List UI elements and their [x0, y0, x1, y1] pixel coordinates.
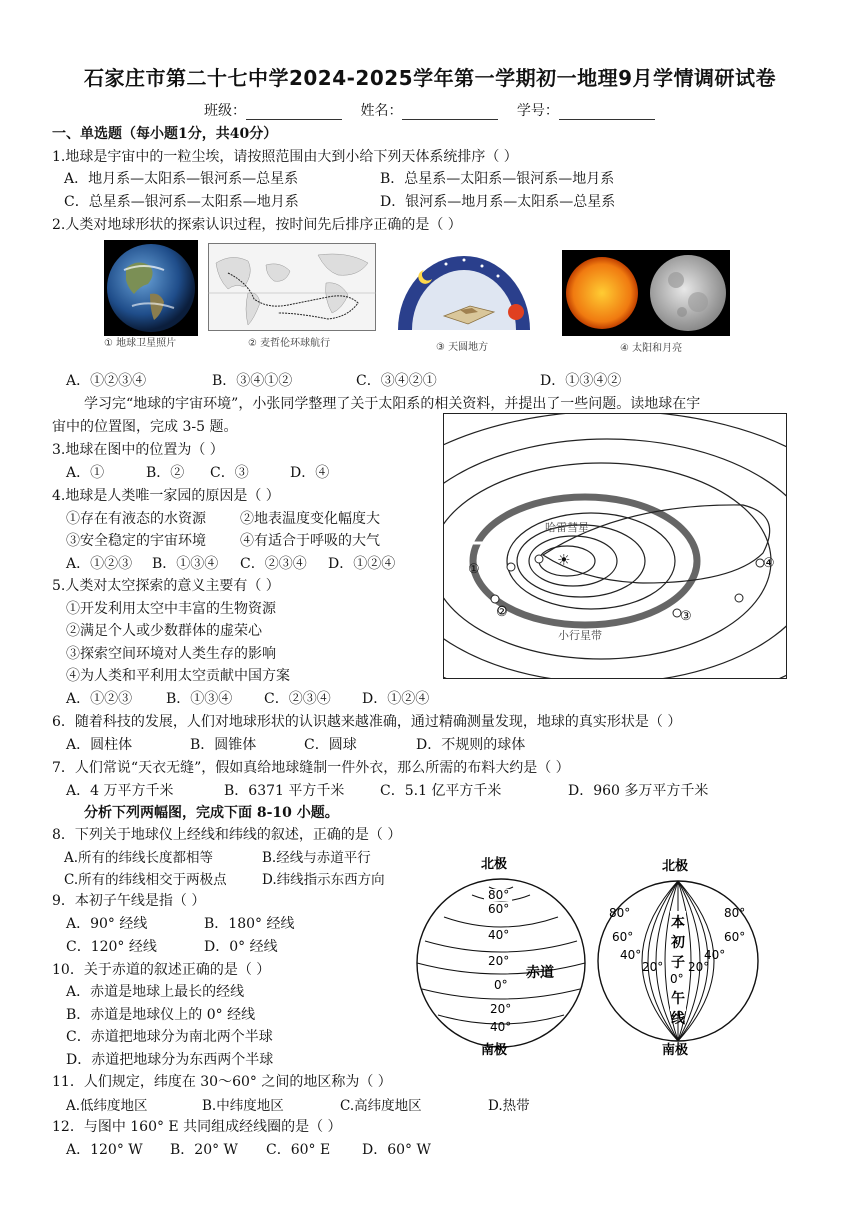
halley-comet-label: 哈雷彗星	[545, 521, 589, 534]
globe2-lon-60w: 60°	[612, 930, 634, 944]
q3-option-c[interactable]: C．③	[210, 465, 249, 481]
q9-stem: 9．本初子午线是指（ ）	[52, 893, 206, 909]
globe1-lat-20n: 20°	[488, 954, 510, 968]
globe1-lat-60: 60°	[488, 902, 510, 916]
name-label: 姓名：	[360, 103, 403, 119]
marker-3: ③	[680, 609, 692, 624]
q5-item-2: ②满足个人或少数群体的虚荣心	[66, 623, 262, 639]
q12-option-d[interactable]: D．60° W	[362, 1142, 431, 1158]
page-title: 石家庄市第二十七中学2024-2025学年第一学期初一地理9月学情调研试卷	[83, 66, 777, 90]
marker-1: ①	[468, 562, 480, 577]
globe1-lat-0: 0°	[494, 978, 508, 992]
q4-option-a[interactable]: A．①②③	[66, 556, 133, 572]
equator-label: 赤道	[526, 965, 554, 981]
q11-option-d[interactable]: D.热带	[488, 1098, 530, 1114]
sun-icon: ☀	[557, 551, 571, 569]
q11-option-c[interactable]: C.高纬度地区	[340, 1098, 422, 1114]
q2-caption-2: ② 麦哲伦环球航行	[248, 338, 331, 349]
q4-stem: 4.地球是人类唯一家园的原因是（ ）	[52, 488, 280, 504]
section-heading: 一、单选题（每小题1分，共40分）	[52, 126, 278, 142]
magellan-voyage-map	[208, 243, 376, 331]
globe1-north-label: 北极	[481, 857, 508, 872]
q7-option-a[interactable]: A．4 万平方千米	[66, 783, 174, 799]
q5-option-c[interactable]: C．②③④	[264, 691, 331, 707]
globe2-lon-40w: 40°	[620, 948, 642, 962]
globe2-lon-40e: 40°	[704, 948, 726, 962]
globe2-lon-20w: 20°	[642, 960, 664, 974]
globe2-lon-20e: 20°	[688, 960, 710, 974]
class-field[interactable]	[246, 105, 342, 120]
q5-option-b[interactable]: B．①③④	[166, 691, 233, 707]
round-sky-square-earth-drawing	[394, 248, 534, 332]
q10-option-b[interactable]: B．赤道是地球仪上的 0° 经线	[66, 1007, 256, 1023]
q4-option-d[interactable]: D．①②④	[328, 556, 396, 572]
id-field[interactable]	[559, 105, 655, 120]
asteroid-belt-label: 小行星带	[558, 629, 602, 642]
intro-8-10: 分析下列两幅图，完成下面 8-10 小题。	[84, 805, 339, 821]
q11-option-b[interactable]: B.中纬度地区	[202, 1098, 284, 1114]
prime-degree-label: 0°	[670, 972, 684, 986]
q12-stem: 12．与图中 160° E 共同组成经线圈的是（ ）	[52, 1119, 342, 1135]
q10-option-c[interactable]: C．赤道把地球分为南北两个半球	[66, 1029, 273, 1045]
q2-option-b[interactable]: B．③④①②	[212, 373, 293, 389]
earth-satellite-photo	[104, 240, 198, 336]
globe1-lat-40: 40°	[488, 928, 510, 942]
globe2-south-label: 南极	[662, 1043, 689, 1057]
q4-item-1: ①存在有液态的水资源	[66, 511, 206, 527]
q2-caption-4: ④ 太阳和月亮	[620, 343, 683, 354]
q8-option-c[interactable]: C.所有的纬线相交于两极点	[64, 872, 227, 888]
q6-option-d[interactable]: D．不规则的球体	[416, 737, 526, 753]
q12-option-b[interactable]: B．20° W	[170, 1142, 238, 1158]
globe1-lat-40s: 40°	[490, 1020, 512, 1034]
q5-option-a[interactable]: A．①②③	[66, 691, 133, 707]
globe2-lon-80e: 80°	[724, 906, 746, 920]
q4-item-2: ②地表温度变化幅度大	[240, 511, 380, 527]
student-info-row	[204, 100, 669, 120]
prime-char-2: 初	[671, 935, 685, 951]
q5-item-3: ③探索空间环境对人类生存的影响	[66, 646, 276, 662]
q7-option-d[interactable]: D．960 多万平方千米	[568, 783, 709, 799]
q5-item-1: ①开发利用太空中丰富的生物资源	[66, 601, 276, 617]
q3-option-d[interactable]: D．④	[290, 465, 330, 481]
globe1-lat-20s: 20°	[490, 1002, 512, 1016]
q2-stem: 2.人类对地球形状的探索认识过程，按时间先后排序正确的是（ ）	[52, 217, 462, 233]
q3-option-a[interactable]: A．①	[66, 465, 105, 481]
q2-option-d[interactable]: D．①③④②	[540, 373, 622, 389]
q10-option-d[interactable]: D．赤道把地球分为东西两个半球	[66, 1052, 274, 1068]
prime-char-5: 线	[671, 1011, 685, 1027]
q3-stem: 3.地球在图中的位置为（ ）	[52, 442, 224, 458]
globe2-lon-60e: 60°	[724, 930, 746, 944]
globe1-south-label: 南极	[481, 1043, 508, 1057]
intro-3-5-line1: 学习完“地球的宇宙环境”，小张同学整理了关于太阳系的相关资料，并提出了一些问题。读地球在宇	[84, 396, 701, 412]
q2-caption-3: ③ 天圆地方	[436, 342, 489, 353]
globe2-lon-80w: 80°	[609, 906, 631, 920]
globe2-north-label: 北极	[662, 859, 689, 874]
q1-option-d[interactable]: D．银河系—地月系—太阳系—总星系	[380, 194, 616, 210]
q10-option-a[interactable]: A．赤道是地球上最长的经线	[66, 984, 245, 1000]
prime-char-4: 午	[671, 991, 685, 1007]
q8-stem: 8．下列关于地球仪上经线和纬线的叙述，正确的是（ ）	[52, 827, 402, 843]
q12-option-a[interactable]: A．120° W	[66, 1142, 143, 1158]
q6-option-c[interactable]: C．圆球	[304, 737, 357, 753]
q6-option-b[interactable]: B．圆锥体	[190, 737, 257, 753]
q4-item-3: ③安全稳定的宇宙环境	[66, 533, 206, 549]
longitude-globe-diagram	[596, 855, 760, 1057]
marker-2: ②	[496, 605, 508, 620]
sun-and-moon-photo	[562, 250, 730, 336]
q5-stem: 5.人类对太空探索的意义主要有（ ）	[52, 578, 280, 594]
q8-option-d[interactable]: D.纬线指示东西方向	[262, 872, 385, 888]
q9-option-d[interactable]: D．0° 经线	[204, 939, 278, 955]
q1-option-c[interactable]: C．总星系—银河系—太阳系—地月系	[64, 194, 299, 210]
name-field[interactable]	[402, 105, 498, 120]
q11-stem: 11．人们规定，纬度在 30～60° 之间的地区称为（ ）	[52, 1074, 392, 1090]
q2-option-a[interactable]: A．①②③④	[66, 373, 147, 389]
q4-item-4: ④有适合于呼吸的大气	[240, 533, 380, 549]
class-label: 班级：	[204, 103, 246, 119]
q9-option-a[interactable]: A．90° 经线	[66, 916, 148, 932]
q2-caption-1: ① 地球卫星照片	[104, 338, 177, 349]
id-label: 学号：	[516, 103, 559, 119]
q6-option-a[interactable]: A．圆柱体	[66, 737, 133, 753]
solar-system-diagram	[443, 413, 787, 679]
q9-option-c[interactable]: C．120° 经线	[66, 939, 157, 955]
prime-char-1: 本	[671, 915, 685, 931]
q4-option-c[interactable]: C．②③④	[240, 556, 307, 572]
q7-option-b[interactable]: B．6371 平方千米	[224, 783, 345, 799]
q4-option-b[interactable]: B．①③④	[152, 556, 219, 572]
prime-char-3: 子	[671, 955, 685, 971]
q7-stem: 7．人们常说“天衣无缝”，假如真给地球缝制一件外衣，那么所需的布料大约是（ ）	[52, 760, 570, 776]
q12-option-c[interactable]: C．60° E	[266, 1142, 331, 1158]
q5-item-4: ④为人类和平利用太空贡献中国方案	[66, 668, 290, 684]
marker-4: ④	[763, 556, 775, 571]
q7-option-c[interactable]: C．5.1 亿平方千米	[380, 783, 502, 799]
q10-stem: 10．关于赤道的叙述正确的是（ ）	[52, 962, 271, 978]
q8-option-b[interactable]: B.经线与赤道平行	[262, 850, 371, 866]
globe1-lat-80: 80°	[488, 888, 510, 902]
q9-option-b[interactable]: B．180° 经线	[204, 916, 295, 932]
q11-option-a[interactable]: A.低纬度地区	[66, 1098, 148, 1114]
q8-option-a[interactable]: A.所有的纬线长度都相等	[64, 850, 214, 866]
q1-option-b[interactable]: B．总星系—太阳系—银河系—地月系	[380, 171, 615, 187]
intro-3-5-line2: 宙中的位置图，完成 3-5 题。	[52, 419, 238, 435]
q1-stem: 1.地球是宇宙中的一粒尘埃，请按照范围由大到小给下列天体系统排序（ ）	[52, 149, 518, 165]
q5-option-d[interactable]: D．①②④	[362, 691, 430, 707]
q3-option-b[interactable]: B．②	[146, 465, 185, 481]
q2-option-c[interactable]: C．③④②①	[356, 373, 437, 389]
q1-option-a[interactable]: A．地月系—太阳系—银河系—总星系	[64, 171, 299, 187]
q6-stem: 6．随着科技的发展，人们对地球形状的认识越来越准确，通过精确测量发现，地球的真实形状是（ ）	[52, 714, 682, 730]
latitude-globe-diagram	[410, 855, 592, 1057]
